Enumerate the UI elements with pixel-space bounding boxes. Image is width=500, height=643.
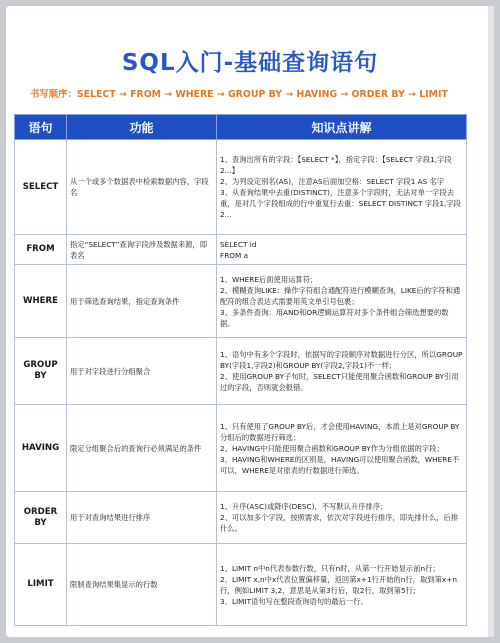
table-row [15,140,467,235]
row-points: 1、升序(ASC)或降序(DESC)，不写默认升序排序； 2、可以加多个字段，按照需求，依次对字段进行排序，即先排什么，后排什么。 [217,492,467,544]
row-function: 从一个或多个数据表中检索数据内容，字段名 [67,140,217,235]
table-row [15,338,467,405]
row-function: 指定“SELECT”查询字段涉及数据来源，即表名 [67,235,217,265]
page-edge-shadow [488,6,494,637]
row-function: 用于筛选查询结果，指定查询条件 [67,265,217,338]
row-keyword: SELECT [15,140,67,235]
writing-order-line: 书写顺序：SELECT → FROM → WHERE → GROUP BY → HAVING → ORDER BY → LIMIT [30,89,448,100]
row-points: 1、LIMIT n中n代表参数行数，只有n时，从第一行开始显示前n行； 2、LIMIT x,n中x代表位置偏移量，返回第x+1行开始的n行，取到第x+n行，例如LIMIT 3,2，意思是从第3行后，取2行，取到第5行； 3、LIMIT语句写在整段查询语句的最后一行。 [217,544,467,626]
row-keyword: ORDER BY [15,492,67,544]
header-knowledge-points: 知识点讲解 [217,115,467,140]
document-sheet [6,6,494,637]
row-keyword: FROM [15,235,67,265]
row-points: 1、查询出所有的字段：【SELECT *】，指定字段：【SELECT 字段1,字段2...】 2、为列设定别名(AS)，注意AS后面加空格：SELECT 字段1 AS 名字 3、从查询结果中去重(DISTINCT)，注意多个字段时，无法对单一字段去重，是对几个字段组成的行中重复行去重：SELECT DISTINCT 字段1,字段2... [217,140,467,235]
table-row [15,235,467,265]
row-keyword: WHERE [15,265,67,338]
table-row [15,405,467,492]
table-row [15,492,467,544]
header-function: 功能 [67,115,217,140]
header-statement: 语句 [15,115,67,140]
row-points: SELECT id FROM a [217,235,467,265]
row-function: 限制查询结果集显示的行数 [67,544,217,626]
table-row [15,265,467,338]
row-function: 限定分组聚合后的查询行必须满足的条件 [67,405,217,492]
row-points: 1、语句中有多个字段时，依据写的字段顺序对数据进行分区，所以GROUP BY(字段1,字段2)和GROUP BY(字段2,字段1)不一样； 2、使用GROUP BY子句时，SELECT只能使用聚合函数和GROUP BY引用过的字段，否则就会报错。 [217,338,467,405]
table-header-row [15,115,467,140]
sql-statement-table [14,114,467,626]
row-points: 1、只有使用了GROUP BY后，才会使用HAVING，本质上是对GROUP BY分组后的数据进行筛选； 2、HAVING中只能使用聚合函数和GROUP BY作为分组依据的字段； 3、HAVING和WHERE的区别是，HAVING可以使用聚合函数，WHERE不可以，WHERE是对原表的行数据进行筛选。 [217,405,467,492]
page-title: SQL入门-基础查询语句 [121,50,379,76]
row-keyword: LIMIT [15,544,67,626]
row-function: 用于对查询结果进行排序 [67,492,217,544]
row-keyword: HAVING [15,405,67,492]
table-row [15,544,467,626]
row-function: 用于对字段进行分组聚合 [67,338,217,405]
row-points: 1、WHERE后面使用运算符； 2、模糊查询LIKE：操作字符组合通配符进行模糊查询，LIKE后的字符和通配符的组合表达式需要用英文单引号包裹； 3、多条件查询：用AND和OR逻辑运算符对多个条件组合筛选想要的数据。 [217,265,467,338]
row-keyword: GROUP BY [15,338,67,405]
